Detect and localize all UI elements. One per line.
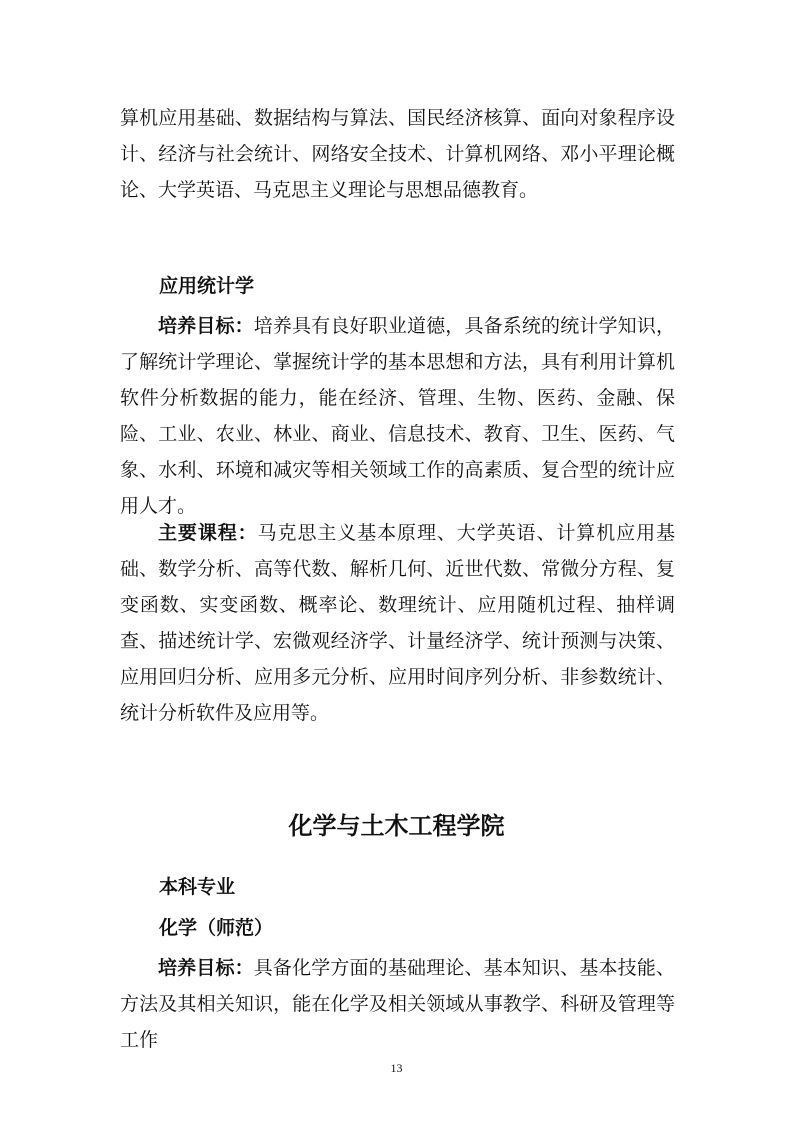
statistics-goal-paragraph xyxy=(120,308,675,524)
chemistry-goal-text: 具备化学方面的基础理论、基本知识、基本技能、方法及其相关知识，能在化学及相关领域从事教学、科研及管理等工作 xyxy=(120,957,675,1051)
statistics-courses-paragraph xyxy=(120,515,675,731)
chemistry-major-heading: 化学（师范） xyxy=(159,917,274,939)
undergrad-heading: 本科专业 xyxy=(159,876,236,898)
continued-paragraph: 算机应用基础、数据结构与算法、国民经济核算、面向对象程序设计、经济与社会统计、网络安全技术、计算机网络、邓小平理论概论、大学英语、马克思主义理论与思想品德教育。 xyxy=(120,107,675,201)
statistics-goal-text: 培养具有良好职业道德，具备系统的统计学知识，了解统计学理论、掌握统计学的基本思想和方法，具有利用计算机软件分析数据的能力，能在经济、管理、生物、医药、金融、保险、工业、农业、林业、商业、信息技术、教育、卫生、医药、气象、水利、环境和减灾等相关领域工作的高素质、复合型的统计应用人才。 xyxy=(120,315,675,517)
college-title: 化学与土木工程学院 xyxy=(288,812,505,840)
statistics-courses-label: 主要课程： xyxy=(158,522,258,544)
chemistry-goal-label: 培养目标： xyxy=(158,957,254,979)
statistics-heading: 应用统计学 xyxy=(159,275,255,297)
page-number: 13 xyxy=(390,1061,403,1075)
chemistry-goal-paragraph xyxy=(120,950,675,1058)
statistics-goal-label: 培养目标： xyxy=(158,315,254,337)
statistics-courses-text: 马克思主义基本原理、大学英语、计算机应用基础、数学分析、高等代数、解析几何、近世代数、常微分方程、复变函数、实变函数、概率论、数理统计、应用随机过程、抽样调查、描述统计学、宏微观经济学、计量经济学、统计预测与决策、应用回归分析、应用多元分析、应用时间序列分析、非参数统计、统计分析软件及应用等。 xyxy=(120,522,675,724)
